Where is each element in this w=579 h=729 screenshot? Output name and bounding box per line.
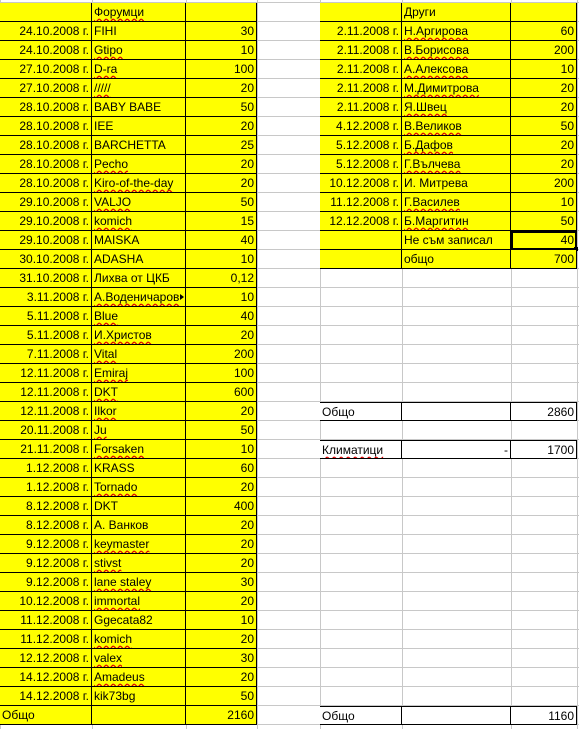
table-row-date[interactable]: 11.12.2008 г. [320, 193, 402, 212]
table-row-amount[interactable]: 30 [186, 22, 257, 41]
table-row-amount[interactable]: 600 [186, 383, 257, 402]
table-row-amount[interactable]: 20 [186, 117, 257, 136]
table-row-amount[interactable]: 40 [186, 231, 257, 250]
right-total-label[interactable]: Общо [320, 706, 402, 725]
table-row-date[interactable]: 9.12.2008 г. [0, 535, 92, 554]
table-row-name[interactable]: BABY BABE [92, 98, 186, 117]
table-row-amount[interactable]: 10 [186, 41, 257, 60]
right-total-amount[interactable]: 1160 [511, 706, 577, 725]
table-row-date[interactable]: 2.11.2008 г. [320, 98, 402, 117]
table-row-name[interactable]: ADASHA [92, 250, 186, 269]
table-row-name[interactable]: И.Христов [92, 326, 186, 345]
table-row-date[interactable]: 27.10.2008 г. [0, 60, 92, 79]
table-row-name[interactable]: Pecho [92, 155, 186, 174]
table-row-name[interactable]: Я.Швец [402, 98, 511, 117]
table-row-name[interactable]: Kiro-of-the-day [92, 174, 186, 193]
table-row-date[interactable]: 5.12.2008 г. [320, 136, 402, 155]
table-row-name[interactable]: М.Димитрова [402, 79, 511, 98]
table-row-date[interactable]: 12.11.2008 г. [0, 364, 92, 383]
right-total-blank-cell[interactable] [402, 706, 511, 725]
table-row-name[interactable]: общо [402, 250, 511, 269]
table-row-date[interactable]: 28.10.2008 г. [0, 136, 92, 155]
table-row-name[interactable]: Blue [92, 307, 186, 326]
table-row-amount[interactable]: 20 [186, 668, 257, 687]
table-row-name[interactable]: В.Великов [402, 117, 511, 136]
table-row-name[interactable]: MAISKA [92, 231, 186, 250]
table-row-date[interactable]: 30.10.2008 г. [0, 250, 92, 269]
summary-total-label[interactable]: Общо [320, 402, 402, 421]
table-row-amount[interactable]: 60 [186, 459, 257, 478]
table-row-date[interactable]: 14.12.2008 г. [0, 687, 92, 706]
table-row-name[interactable]: Лихва от ЦКБ [92, 269, 186, 288]
table-row-date[interactable]: 10.12.2008 г. [0, 592, 92, 611]
table-row-date[interactable]: 2.11.2008 г. [320, 22, 402, 41]
left-total-amount[interactable]: 2160 [186, 706, 257, 725]
table-row-date[interactable]: 12.12.2008 г. [0, 649, 92, 668]
table-row-name[interactable]: stivst [92, 554, 186, 573]
table-row-name[interactable]: DKT [92, 497, 186, 516]
summary-blank-cell[interactable] [402, 402, 511, 421]
right-header-blank-cell[interactable] [511, 3, 577, 22]
table-row-amount[interactable]: 25 [186, 136, 257, 155]
table-row-date[interactable]: 12.11.2008 г. [0, 383, 92, 402]
table-row-date[interactable]: 3.11.2008 г. [0, 288, 92, 307]
table-row-name[interactable]: Не съм записал [402, 231, 511, 250]
table-row-amount[interactable]: 20 [511, 98, 577, 117]
table-row-name[interactable]: ///// [92, 79, 186, 98]
table-row-date[interactable]: 5.12.2008 г. [320, 155, 402, 174]
table-row-date[interactable]: 8.12.2008 г. [0, 497, 92, 516]
right-header-blank-cell[interactable] [320, 3, 402, 22]
table-row-date[interactable]: 9.12.2008 г. [0, 573, 92, 592]
left-header-blank-cell[interactable] [186, 3, 257, 22]
table-row-amount[interactable]: 30 [186, 649, 257, 668]
table-row-date[interactable]: 8.12.2008 г. [0, 516, 92, 535]
overflow-arrow-icon [180, 294, 184, 300]
summary-ac-dash[interactable]: - [402, 440, 511, 459]
table-row-amount[interactable]: 20 [186, 402, 257, 421]
table-row-amount[interactable]: 50 [186, 687, 257, 706]
table-row-amount[interactable]: 20 [186, 535, 257, 554]
table-row-date[interactable]: 2.11.2008 г. [320, 60, 402, 79]
table-row-amount[interactable]: 200 [511, 41, 577, 60]
table-row-amount[interactable]: 10 [186, 611, 257, 630]
table-row-amount[interactable]: 20 [511, 155, 577, 174]
table-row-name[interactable]: komich [92, 212, 186, 231]
table-row-date[interactable]: 14.12.2008 г. [0, 668, 92, 687]
table-row-date[interactable]: 27.10.2008 г. [0, 79, 92, 98]
table-row-name[interactable]: FIHI [92, 22, 186, 41]
table-row-amount[interactable]: 10 [511, 60, 577, 79]
table-row-date[interactable]: 28.10.2008 г. [0, 98, 92, 117]
table-row-date[interactable]: 28.10.2008 г. [0, 117, 92, 136]
table-row-date[interactable]: 21.11.2008 г. [0, 440, 92, 459]
left-total-label[interactable]: Общо [0, 706, 92, 725]
table-row-amount[interactable]: 30 [186, 573, 257, 592]
table-row-amount[interactable]: 50 [511, 212, 577, 231]
table-row-amount[interactable]: 15 [186, 212, 257, 231]
left-header-blank-cell[interactable] [0, 3, 92, 22]
table-row-name[interactable]: В.Борисова [402, 41, 511, 60]
table-row-date[interactable]: 31.10.2008 г. [0, 269, 92, 288]
table-row-name[interactable]: kik73bg [92, 687, 186, 706]
table-row-name[interactable]: А.Алексова [402, 60, 511, 79]
table-row-date[interactable]: 20.11.2008 г. [0, 421, 92, 440]
table-row-amount[interactable]: 20 [186, 516, 257, 535]
table-row-amount[interactable]: 100 [186, 60, 257, 79]
table-row-date[interactable]: 24.10.2008 г. [0, 22, 92, 41]
table-row-name[interactable]: IEE [92, 117, 186, 136]
table-row-amount[interactable]: 20 [186, 554, 257, 573]
table-row-name[interactable]: Ju [92, 421, 186, 440]
table-row-date[interactable]: 29.10.2008 г. [0, 231, 92, 250]
table-row-date[interactable]: 1.12.2008 г. [0, 459, 92, 478]
summary-total-amount[interactable]: 2860 [511, 402, 577, 421]
table-row-name[interactable]: Б.Дафов [402, 136, 511, 155]
table-row-date[interactable]: 29.10.2008 г. [0, 193, 92, 212]
table-row-name[interactable]: Г.Василев [402, 193, 511, 212]
table-row-name[interactable]: DKT [92, 383, 186, 402]
table-row-amount[interactable]: 50 [511, 117, 577, 136]
table-row-amount[interactable]: 10 [186, 250, 257, 269]
table-row-name[interactable]: KRASS [92, 459, 186, 478]
table-row-amount[interactable]: 20 [511, 79, 577, 98]
table-row-name[interactable]: keymaster [92, 535, 186, 554]
table-row-name[interactable]: lane staley [92, 573, 186, 592]
table-row-date[interactable]: 7.11.2008 г. [0, 345, 92, 364]
table-row-date[interactable]: 12.11.2008 г. [0, 402, 92, 421]
table-row-amount[interactable]: 20 [186, 592, 257, 611]
table-row-amount[interactable]: 10 [511, 193, 577, 212]
table-row-amount[interactable]: 200 [186, 345, 257, 364]
table-row-date[interactable]: 1.12.2008 г. [0, 478, 92, 497]
table-row-amount[interactable]: 10 [186, 288, 257, 307]
table-row-amount[interactable]: 10 [186, 440, 257, 459]
table-row-name[interactable]: Tornado [92, 478, 186, 497]
grid-column-line [577, 0, 578, 729]
table-row-date[interactable]: 28.10.2008 г. [0, 155, 92, 174]
table-row-amount[interactable]: 50 [186, 193, 257, 212]
summary-ac-amount[interactable]: 1700 [511, 440, 577, 459]
table-row-name[interactable]: VALJO [92, 193, 186, 212]
table-row-name[interactable]: А. Ванков [92, 516, 186, 535]
table-row-date[interactable]: 29.10.2008 г. [0, 212, 92, 231]
table-row-name[interactable]: Vital [92, 345, 186, 364]
table-row-amount[interactable]: 60 [511, 22, 577, 41]
table-row-blank-cell[interactable] [320, 231, 402, 250]
table-row-date[interactable]: 11.12.2008 г. [0, 611, 92, 630]
table-row-amount[interactable]: 700 [511, 250, 577, 269]
table-row-amount[interactable]: 20 [186, 478, 257, 497]
table-row-amount[interactable]: 20 [186, 174, 257, 193]
table-row-date[interactable]: 11.12.2008 г. [0, 630, 92, 649]
right-table-header[interactable]: Други [402, 3, 511, 22]
table-row-name[interactable]: Emiraj [92, 364, 186, 383]
table-row-name[interactable]: komich [92, 630, 186, 649]
table-row-amount[interactable]: 50 [186, 421, 257, 440]
table-row-name[interactable]: Ggecata82 [92, 611, 186, 630]
table-row-date[interactable]: 24.10.2008 г. [0, 41, 92, 60]
table-row-date[interactable]: 5.11.2008 г. [0, 326, 92, 345]
table-row-amount[interactable]: 20 [186, 326, 257, 345]
table-row-amount[interactable]: 0,12 [186, 269, 257, 288]
left-table-header[interactable]: Форумци [92, 3, 186, 22]
table-row-name[interactable]: И. Митрева [402, 174, 511, 193]
table-row-date[interactable]: 28.10.2008 г. [0, 174, 92, 193]
table-row-name[interactable]: Н.Аргирова [402, 22, 511, 41]
table-row-name[interactable]: valex [92, 649, 186, 668]
table-row-blank-cell[interactable] [320, 250, 402, 269]
table-row-name[interactable]: D-ra [92, 60, 186, 79]
table-row-name[interactable]: Ilkor [92, 402, 186, 421]
table-row-name[interactable]: А.Воденичаров [92, 288, 186, 307]
table-row-date[interactable]: 2.11.2008 г. [320, 79, 402, 98]
grid-column-line [257, 0, 258, 729]
table-row-amount[interactable]: 20 [186, 79, 257, 98]
table-row-name[interactable]: Б.Маргитин [402, 212, 511, 231]
table-row-amount[interactable]: 50 [186, 98, 257, 117]
table-row-amount[interactable]: 400 [186, 497, 257, 516]
table-row-name[interactable]: BARCHETTA [92, 136, 186, 155]
summary-ac-label[interactable]: Климатици [320, 440, 402, 459]
table-row-name[interactable]: Г.Вълчева [402, 155, 511, 174]
table-row-name[interactable]: Forsaken [92, 440, 186, 459]
table-row-date[interactable]: 10.12.2008 г. [320, 174, 402, 193]
table-row-name[interactable]: Gtipo [92, 41, 186, 60]
table-row-name[interactable]: Amadeus [92, 668, 186, 687]
left-total-blank-cell[interactable] [92, 706, 186, 725]
table-row-amount[interactable]: 20 [511, 136, 577, 155]
table-row-date[interactable]: 2.11.2008 г. [320, 41, 402, 60]
table-row-date[interactable]: 9.12.2008 г. [0, 554, 92, 573]
selected-cell[interactable]: 40 [511, 231, 577, 250]
table-row-name[interactable]: immortal [92, 592, 186, 611]
table-row-amount[interactable]: 20 [186, 155, 257, 174]
table-row-date[interactable]: 4.12.2008 г. [320, 117, 402, 136]
table-row-amount[interactable]: 200 [511, 174, 577, 193]
table-row-amount[interactable]: 100 [186, 364, 257, 383]
table-row-date[interactable]: 5.11.2008 г. [0, 307, 92, 326]
table-row-date[interactable]: 12.12.2008 г. [320, 212, 402, 231]
table-row-amount[interactable]: 20 [186, 630, 257, 649]
table-row-amount[interactable]: 40 [186, 307, 257, 326]
